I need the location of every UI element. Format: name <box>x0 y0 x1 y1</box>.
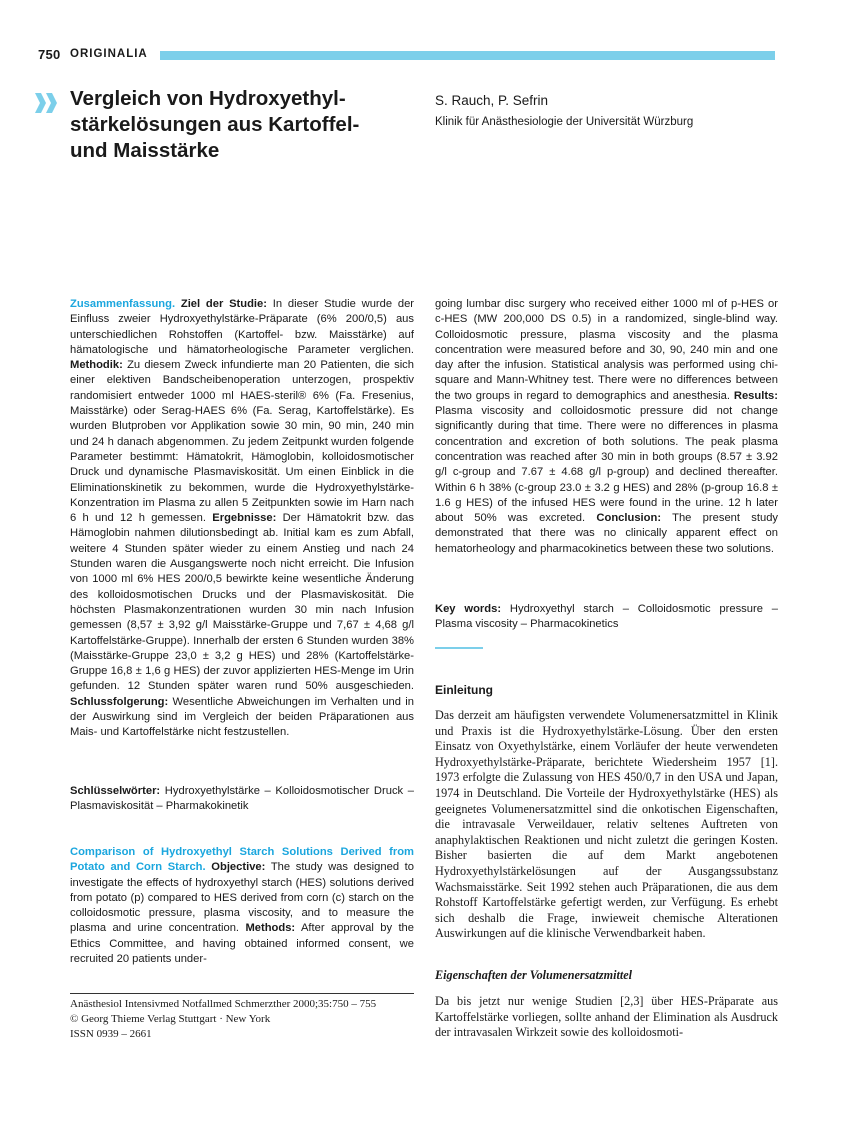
methods-label: Methodik: <box>70 359 123 372</box>
page-number: 750 <box>38 47 61 62</box>
abstract-english <box>70 845 414 967</box>
conclusion-en-text: The present study demonstrated that there was no clinically apparent effect on hematorheology and pharmacokinetics between these two solutions. <box>435 512 779 555</box>
aim-label: Ziel der Studie: <box>180 298 267 310</box>
methods-text: Zu diesem Zweck infundierte man 20 Patienten, die sich einer elektiven Bandscheibenoperation unterzogen, prospektiv randomisiert entweder 1000 ml HAES-steril® 6% (Fa. Fresenius, Maisstärke) oder Serag-HAES 6% (Fa. Serag, Kartoffelstärke). Es wurden Blutproben vor Applikation sowie 30 min, 90 min, 240 min und 24 h danach abgenommen. Zu jedem Zeitpunkt wurden folgende Parameter bestimmt: Hämatokrit, Hämoglobin, kolloidosmotischer Druck und dynamische Plasmaviskosität. Um einen Einblick in die Eliminationskinetik zu bekommen, wurde die Hydroxyethylstärke-Konzentration im Plasma zu allen 5 Zeitpunkten sowie im Harn nach 6 h und 12 h gemessen. <box>70 359 415 525</box>
intro-text: Das derzeit am häufigsten verwendete Volumenersatzmittel in Klinik und Praxis ist die Hydroxyethylstärke-Lösung. Über den ersten Einsatz von Oxyethylstärke, einem Vorläufer der heute verwendeten Hydroxyethylstärke-Präparate, berichtete Wiedersheim 1957 [1]. 1973 erfolgte die Zulassung von HES 450/0,7 in den USA und Japan, 1974 in Deutschland. Die Vorteile der Hydroxyethylstärke (HES) als geeignetes Volumenersatzmittel sind die onkotischen Eigenschaften, die intravasale Verweildauer, relativ seltenes Auftreten von anaphylaktischen Reaktionen und nicht zuletzt die geringen Kosten. Bisher basierten die auf dem Markt angebotenen Hydroxyethylstärkelösungen auf der Ausgangssubstanz Wachsmaisstärke. Seit 1992 stehen auch Präparationen, die aus dem Rohstoff Kartoffelstärke gefertigt werden, zur Verfügung. Es erhebt sich deshalb die Frage, inwieweit chemische Alterationen Auswirkungen auf die klinische Verwendbarkeit haben. <box>435 708 778 941</box>
aim-text: In dieser Studie wurde der Einfluss zweier Hydroxyethylstärke-Präparate (6% 200/0,5) aus unterschiedlichen Rohstoffen (Kartoffel- bzw. Maisstärke) auf hämatologische und hämatorheologische Parameter verglichen. <box>70 298 415 356</box>
objective-label: Objective: <box>211 861 266 874</box>
subsection-heading: Eigenschaften der Volumenersatzmittel <box>435 968 633 982</box>
results-label: Ergebnisse: <box>212 512 277 525</box>
footer-citation: Anästhesiol Intensivmed Notfallmed Schmerzther 2000;35:750 – 755 <box>70 998 377 1010</box>
footer-rule <box>70 993 414 994</box>
results-text: Der Hämatokrit bzw. das Hämoglobin nahmen dilutionsbedingt ab. Initial kam es zum Abfall, weitere 4 Stunden später wieder zu einem Anstieg und nach 24 Stunden waren die Ausgangswerte noch nicht erreicht. Die Infusion von 1000 ml 6% HES 200/0,5 bewirkte keine wesentliche Änderung des kolloidosmotischen Drucks und der Plasmaviskosität. Die höchsten Plasmakonzentrationen wurden 30 min nach Infusion gemessen (8,57 ± 3,92 g/l Maisstärke-Gruppe und 7,67 ± 4,68 g/l Kartoffelstärke-Gruppe). Innerhalb der ersten 6 Stunden wurden 38% (Maisstärke-Gruppe 23,0 ± 3,2 g HES) und 28% (Kartoffelstärke-Gruppe 16,8 ± 1,6 g HES) der zuvor applizierten HES-Menge im Urin gefunden. 12 Stunden später waren rund 50% ausgeschieden. <box>70 512 414 693</box>
methods-en-cont: going lumbar disc surgery who received either 1000 ml of p-HES or c-HES (MW 200,000 DS 0.5) in a randomized, single-blind way. Colloidosmotic pressure, plasma viscosity and the plasma concentration were measured before and 30, 90, 240 min and one day after the infusion. Statistical analysis was performed using chi-square and Mann-Whitney test. There were no differences between the two groups in regard to demographics and anesthesia. <box>435 298 778 402</box>
header-bar <box>160 51 775 60</box>
conclusion-label: Schlussfolgerung: <box>70 695 169 708</box>
section-label: ORIGINALIA <box>70 48 148 60</box>
page-header <box>38 47 778 65</box>
article-title: Vergleich von Hydroxyethyl- stärkelösungen aus Kartoffel- und Maisstärke <box>70 87 360 162</box>
objective-text: The study was designed to investigate the effects of hydroxyethyl starch (HES) solutions derived from potato (p) compared to HES derived from corn (c) starch on the colloidosmotic pressure, plasma viscosity, and to measure the plasma and urine concentration. <box>70 861 415 935</box>
abstract-english-continued <box>435 297 778 557</box>
keywords-german <box>70 784 414 815</box>
conclusion-en-label: Conclusion: <box>596 512 662 525</box>
results-en-label: Results: <box>733 389 778 402</box>
affiliation: Klinik für Anästhesiologie der Universität Würzburg <box>435 116 694 128</box>
abstract-german <box>70 297 414 741</box>
methods-en-label: Methods: <box>245 922 296 935</box>
abstract-english-heading: Comparison of Hydroxyethyl Starch Solutions Derived from Potato and Corn Starch. <box>70 846 414 874</box>
keywords-german-text: Hydroxyethylstärke – Kolloidosmotischer Druck – Plasmaviskosität – Pharmakokinetik <box>70 785 414 813</box>
keywords-german-label: Schlüsselwörter: <box>70 785 161 797</box>
section-divider <box>435 647 483 649</box>
methods-en-text: After approval by the Ethics Committee, and having obtained informed consent, we recruited 20 patients under- <box>70 922 415 966</box>
subsection-text: Da bis jetzt nur wenige Studien [2,3] über HES-Präparate aus Kartoffelstärke vorliegen, sollte anhand der Elimination als Ausdruck der intravasalen Wirkzeit sowie des kolloidosmoti- <box>435 994 778 1040</box>
double-chevron-icon <box>34 92 60 114</box>
abstract-german-heading: Zusammenfassung. <box>70 298 176 310</box>
footer-issn: ISSN 0939 – 2661 <box>70 1028 152 1040</box>
keywords-english-label: Key words: <box>435 603 502 615</box>
authors: S. Rauch, P. Sefrin <box>435 93 549 108</box>
footer-publisher: © Georg Thieme Verlag Stuttgart · New York <box>70 1013 271 1025</box>
results-en-text: Plasma viscosity and colloidosmotic pressure did not change significantly during that time. There were no differences in plasma concentration and excretion of both solutions. The peak plasma concentration was reached after 30 min in both groups (8.57 ± 3.92 g/l c-group and 7.67 ± 4.68 g/l p-group) and declined thereafter. Within 6 h 38% (c-group 23.0 ± 3.2 g HES) and 28% (p-group 16.8 ± 1.6 g HES) of the infused HES were found in the urine. 12 h later about 50% was excreted. <box>435 405 778 525</box>
conclusion-text: Wesentliche Abweichungen im Verhalten und in der Auswirkung sind im Vergleich der beiden Präparationen aus Mais- und Kartoffelstärke nicht festzustellen. <box>70 695 414 739</box>
keywords-english-text: Hydroxyethyl starch – Colloidosmotic pressure – Plasma viscosity – Pharmacokinetics <box>435 603 778 631</box>
intro-heading: Einleitung <box>435 683 493 697</box>
keywords-english <box>435 602 778 633</box>
